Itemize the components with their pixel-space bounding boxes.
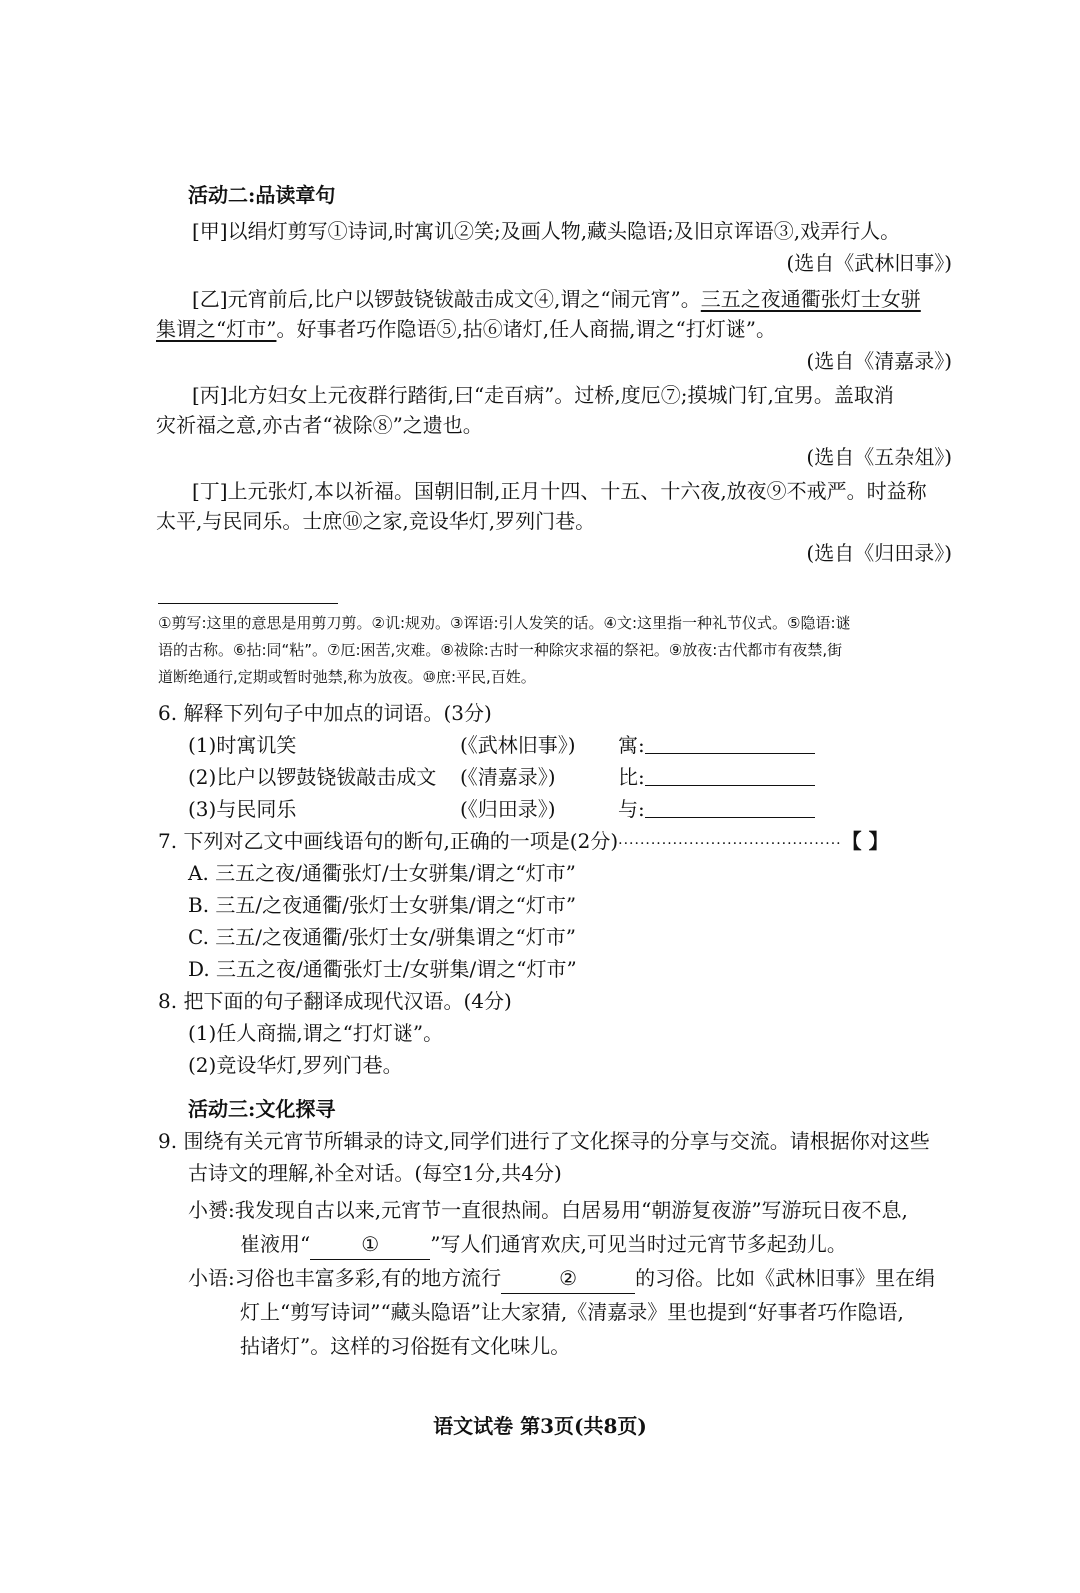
q8-item: (1)任人商揣,谓之“打灯谜”。 — [188, 1021, 444, 1045]
passage-yi-line2 — [156, 314, 776, 344]
passage-yi-underlined-end: 集谓之“灯市” — [156, 317, 277, 341]
footnote-line: 道断绝通行,定期或暂时弛禁,称为放夜。⑩庶:平民,百姓。 — [158, 668, 536, 686]
passage-yi-text: [乙]元宵前后,比户以锣鼓铙钹敲击成文④,谓之“闹元宵”。 — [192, 287, 701, 311]
passage-jia-line: [甲]以绢灯剪写①诗词,时寓讥②笑;及画人物,藏头隐语;及旧京诨语③,戏弄行人。 — [192, 219, 901, 243]
passage-yi-source: (选自《清嘉录》) — [806, 349, 952, 373]
passage-ding-line2: 太平,与民同乐。士庶⑩之家,竞设华灯,罗列门巷。 — [156, 509, 596, 533]
dialogue-xiaoyun-line1: 小赟:我发现自古以来,元宵节一直很热闹。白居易用“朝游复夜游”写游玩日夜不息, — [188, 1198, 908, 1222]
q7-option-b: B. 三五/之夜通衢/张灯士女骈集/谓之“灯市” — [188, 893, 577, 917]
q6-item-word: 寓: — [618, 733, 645, 757]
answer-blank[interactable] — [645, 797, 815, 818]
dialogue-xiaoyu-line2: 灯上“剪写诗词”“藏头隐语”让大家猜,《清嘉录》里也提到“好事者巧作隐语, — [240, 1300, 904, 1324]
q6-item-source: (《归田录》) — [460, 797, 556, 821]
question-9-line1: 9. 围绕有关元宵节所辑录的诗文,同学们进行了文化探寻的分享与交流。请根据你对这些 — [158, 1129, 930, 1153]
passage-ding-line1: [丁]上元张灯,本以祈福。国朝旧制,正月十四、十五、十六夜,放夜⑨不戒严。时益称 — [192, 479, 927, 503]
page-footer: 语文试卷 第3页(共8页) — [433, 1414, 647, 1438]
passage-ding-source: (选自《归田录》) — [806, 541, 952, 565]
q6-item-text: (1)时寓讥笑 — [188, 733, 297, 757]
q6-item-word: 比: — [618, 765, 645, 789]
q7-option-c: C. 三五/之夜通衢/张灯士女/骈集谓之“灯市” — [188, 925, 576, 949]
dialogue-text: ”写人们通宵欢庆,可见当时过元宵节多起劲儿。 — [430, 1232, 847, 1256]
q7-option-a: A. 三五之夜/通衢张灯/士女骈集/谓之“灯市” — [188, 861, 576, 885]
question-9-line2: 古诗文的理解,补全对话。(每空1分,共4分) — [188, 1161, 562, 1185]
footnotes — [158, 610, 948, 691]
q6-item-text: (2)比户以锣鼓铙钹敲击成文 — [188, 765, 437, 789]
footnote-divider — [158, 603, 338, 604]
dialogue-text: 崔液用“ — [240, 1232, 311, 1256]
q8-item: (2)竞设华灯,罗列门巷。 — [188, 1053, 403, 1077]
passage-bing-source: (选自《五杂俎》) — [806, 445, 952, 469]
question-8-stem: 8. 把下面的句子翻译成现代汉语。(4分) — [158, 989, 512, 1013]
answer-bracket[interactable]: 【 】 — [841, 829, 889, 853]
footnote-line: ①剪写:这里的意思是用剪刀剪。②讥:规劝。③诨语:引人发笑的话。④文:这里指一种礼节仪式。⑤隐语:谜 — [158, 614, 851, 632]
passage-yi-line1 — [192, 284, 921, 314]
answer-blank[interactable] — [645, 733, 815, 754]
dialogue-text: 小语:习俗也丰富多彩,有的地方流行 — [188, 1266, 502, 1290]
passage-jia-source: (选自《武林旧事》) — [786, 251, 952, 275]
question-6-item — [188, 730, 815, 760]
q6-item-source: (《武林旧事》) — [460, 733, 576, 757]
activity2-title: 活动二:品读章句 — [188, 183, 336, 207]
dialogue-xiaoyun-line2 — [240, 1229, 847, 1260]
leader-dots: ········································· — [618, 836, 842, 852]
passage-bing-line1: [丙]北方妇女上元夜群行踏街,曰“走百病”。过桥,度厄⑦;摸城门钉,宜男。盖取消 — [192, 383, 894, 407]
q6-item-word: 与: — [618, 797, 645, 821]
q6-item-source: (《清嘉录》) — [460, 765, 556, 789]
question-6-item — [188, 762, 815, 792]
passage-yi-underlined: 三五之夜通衢张灯士女骈 — [700, 287, 921, 311]
dialogue-xiaoyu-line3: 拈诸灯”。这样的习俗挺有文化味儿。 — [240, 1334, 571, 1358]
passage-yi-text-end: 。好事者巧作隐语⑤,拈⑥诸灯,任人商揣,谓之“打灯谜”。 — [276, 317, 776, 341]
question-6-item — [188, 794, 815, 824]
activity3-title: 活动三:文化探寻 — [188, 1097, 336, 1121]
footnote-line: 语的古称。⑥拈:同“粘”。⑦厄:困苦,灾难。⑧祓除:古时一种除灾求福的祭祀。⑨放夜:古代都市有夜禁,街 — [158, 641, 843, 659]
question-7-stem: 7. 下列对乙文中画线语句的断句,正确的一项是(2分) — [158, 829, 619, 853]
question-6-stem: 6. 解释下列句子中加点的词语。(3分) — [158, 701, 492, 725]
question-7-stem-line — [158, 826, 889, 859]
answer-blank[interactable] — [645, 765, 815, 786]
dialogue-xiaoyu-line1 — [188, 1263, 935, 1294]
passage-bing-line2: 灾祈福之意,亦古者“祓除⑧”之遗也。 — [156, 413, 483, 437]
q7-option-d: D. 三五之夜/通衢张灯士/女骈集/谓之“灯市” — [188, 957, 577, 981]
answer-blank-2[interactable]: ② — [501, 1263, 635, 1294]
dialogue-text: 的习俗。比如《武林旧事》里在绢 — [635, 1266, 936, 1290]
q6-item-text: (3)与民同乐 — [188, 797, 297, 821]
answer-blank-1[interactable]: ① — [310, 1229, 430, 1260]
